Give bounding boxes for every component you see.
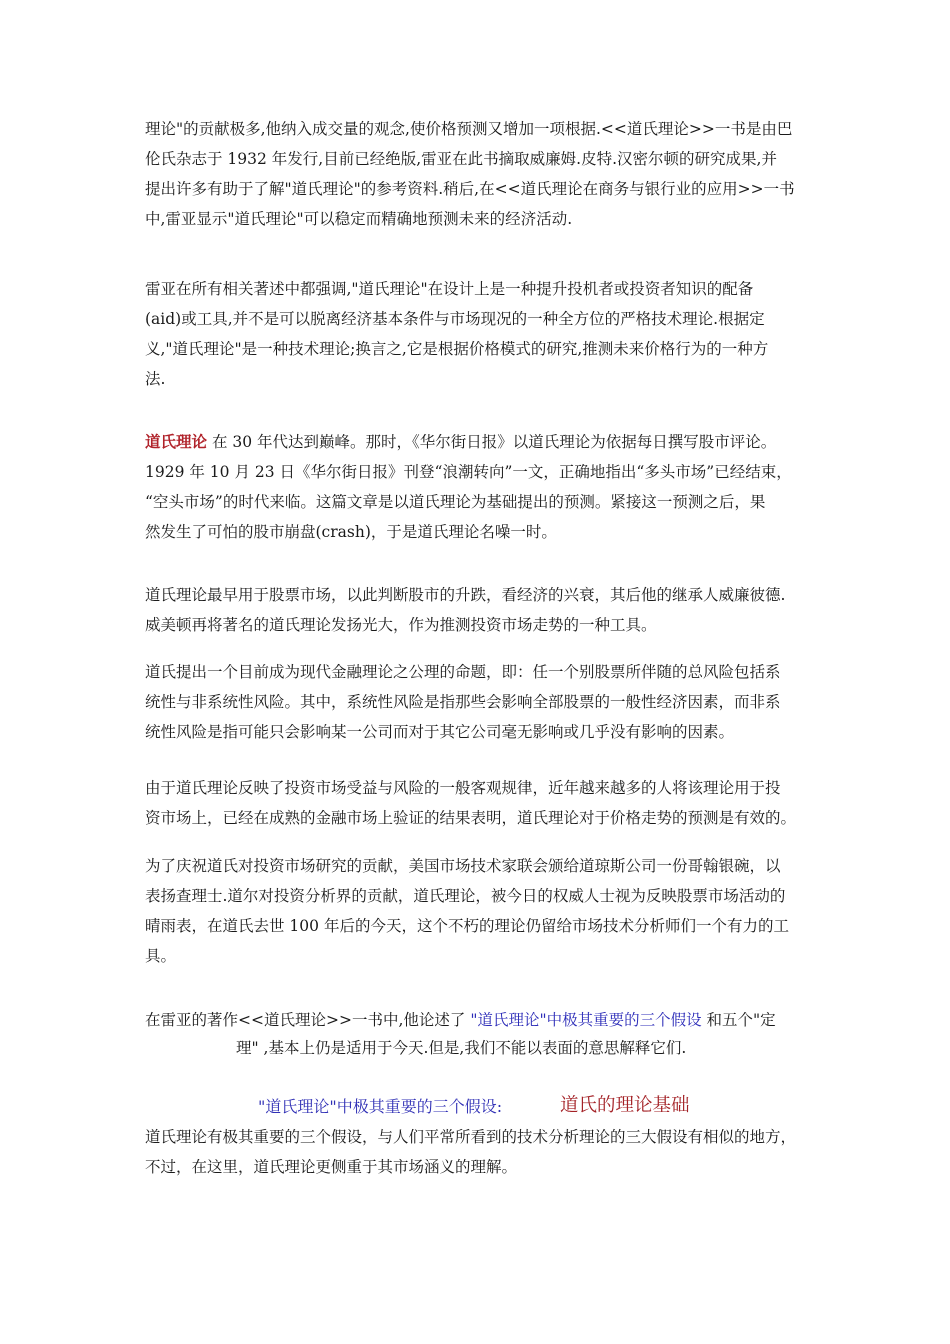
text-line: 道氏提出一个目前成为现代金融理论之公理的命题，即：任一个别股票所伴随的总风险包括系 [145,663,781,681]
dow-theory-highlight: 道氏理论 [145,432,208,451]
heading-theory-basis: 道氏的理论基础 [560,1095,690,1116]
text-line: 1929 年 10 月 23 日《华尔街日报》刊登“浪潮转向”一文，正确地指出“多头市场”已经结束， [145,463,792,481]
paragraph-6 [145,773,813,833]
text-line: 提出许多有助于了解"道氏理论"的参考资料.稍后,在<<道氏理论在商务与银行业的应用>>一书 [145,180,795,198]
text-line: (aid)或工具,并不是可以脱离经济基本条件与市场现况的一种全方位的严格技术理论.根据定 [145,310,765,328]
text-line: 统性风险是指可能只会影响某一公司而对于其它公司毫无影响或几乎没有影响的因素。 [145,723,735,741]
text-line: 表扬查理士.道尔对投资分析界的贡献，道氏理论，被今日的权威人士视为反映股票市场活动的 [145,887,786,905]
text-line: “空头市场”的时代来临。这篇文章是以道氏理论为基础提出的预测。紧接这一预测之后，果 [145,493,766,511]
text-line: 为了庆祝道氏对投资市场研究的贡献，美国市场技术家联会颁给道琼斯公司一份哥翰银碗，以 [145,857,781,875]
paragraph-9 [145,1122,813,1182]
text-line: 资市场上，已经在成熟的金融市场上验证的结果表明，道氏理论对于价格走势的预测是有效的。 [145,809,797,827]
text-line: 法. [145,370,166,388]
paragraph-7 [145,851,813,971]
paragraph-3 [145,427,813,547]
paragraph-8-line-1 [145,1005,776,1035]
text-line: 晴雨表，在道氏去世 100 年后的今天，这个不朽的理论仍留给市场技术分析师们一个有力的工 [145,917,789,935]
text-line: 雷亚在所有相关著述中都强调,"道氏理论"在设计上是一种提升投机者或投资者知识的配备 [145,280,754,298]
text-line: 不过，在这里，道氏理论更侧重于其市场涵义的理解。 [145,1158,518,1176]
text-line: 义,"道氏理论"是一种技术理论;换言之,它是根据价格模式的研究,推测未来价格行为的一种方 [145,340,769,358]
text-line: 伦氏杂志于 1932 年发行,目前已经绝版,雷亚在此书摘取威廉姆.皮特.汉密尔顿的研究成果,并 [145,150,777,168]
text-line: 中,雷亚显示"道氏理论"可以稳定而精确地预测未来的经济活动. [145,210,573,228]
text-line: 具。 [145,947,177,965]
text-line: 统性与非系统性风险。其中，系统性风险是指那些会影响全部股票的一般性经济因素，而非系 [145,693,781,711]
paragraph-1 [145,114,813,234]
paragraph-4 [145,580,813,640]
text-line: 然发生了可怕的股市崩盘(crash)，于是道氏理论名噪一时。 [145,523,557,541]
text-fragment: 在雷亚的著作<<道氏理论>>一书中,他论述了 [145,1011,471,1029]
three-assumptions-link[interactable]: "道氏理论"中极其重要的三个假设 [470,1011,702,1029]
text-line: 道氏理论最早用于股票市场，以此判断股市的升跌，看经济的兴衰，其后他的继承人威廉彼德. [145,586,786,604]
text-line: 理论"的贡献极多,他纳入成交量的观念,使价格预测又增加一项根据.<<道氏理论>>一书是由巴 [145,120,793,138]
text-line: 由于道氏理论反映了投资市场受益与风险的一般客观规律，近年越来越多的人将该理论用于投 [145,779,781,797]
heading-three-assumptions: "道氏理论"中极其重要的三个假设: [258,1097,503,1116]
text-line: 威美顿再将著名的道氏理论发扬光大，作为推测投资市场走势的一种工具。 [145,616,657,634]
paragraph-8-line-2: 理" ,基本上仍是适用于今天.但是,我们不能以表面的意思解释它们. [236,1039,687,1057]
paragraph-2 [145,274,813,394]
text-fragment: 和五个"定 [701,1011,776,1029]
paragraph-5 [145,657,813,747]
section-heading [0,1088,950,1122]
text-fragment: 在 30 年代达到巅峰。那时，《华尔街日报》以道氏理论为依据每日撰写股市评论。 [207,433,777,451]
text-line [145,427,813,457]
text-line: 道氏理论有极其重要的三个假设，与人们平常所看到的技术分析理论的三大假设有相似的地方， [145,1128,797,1146]
